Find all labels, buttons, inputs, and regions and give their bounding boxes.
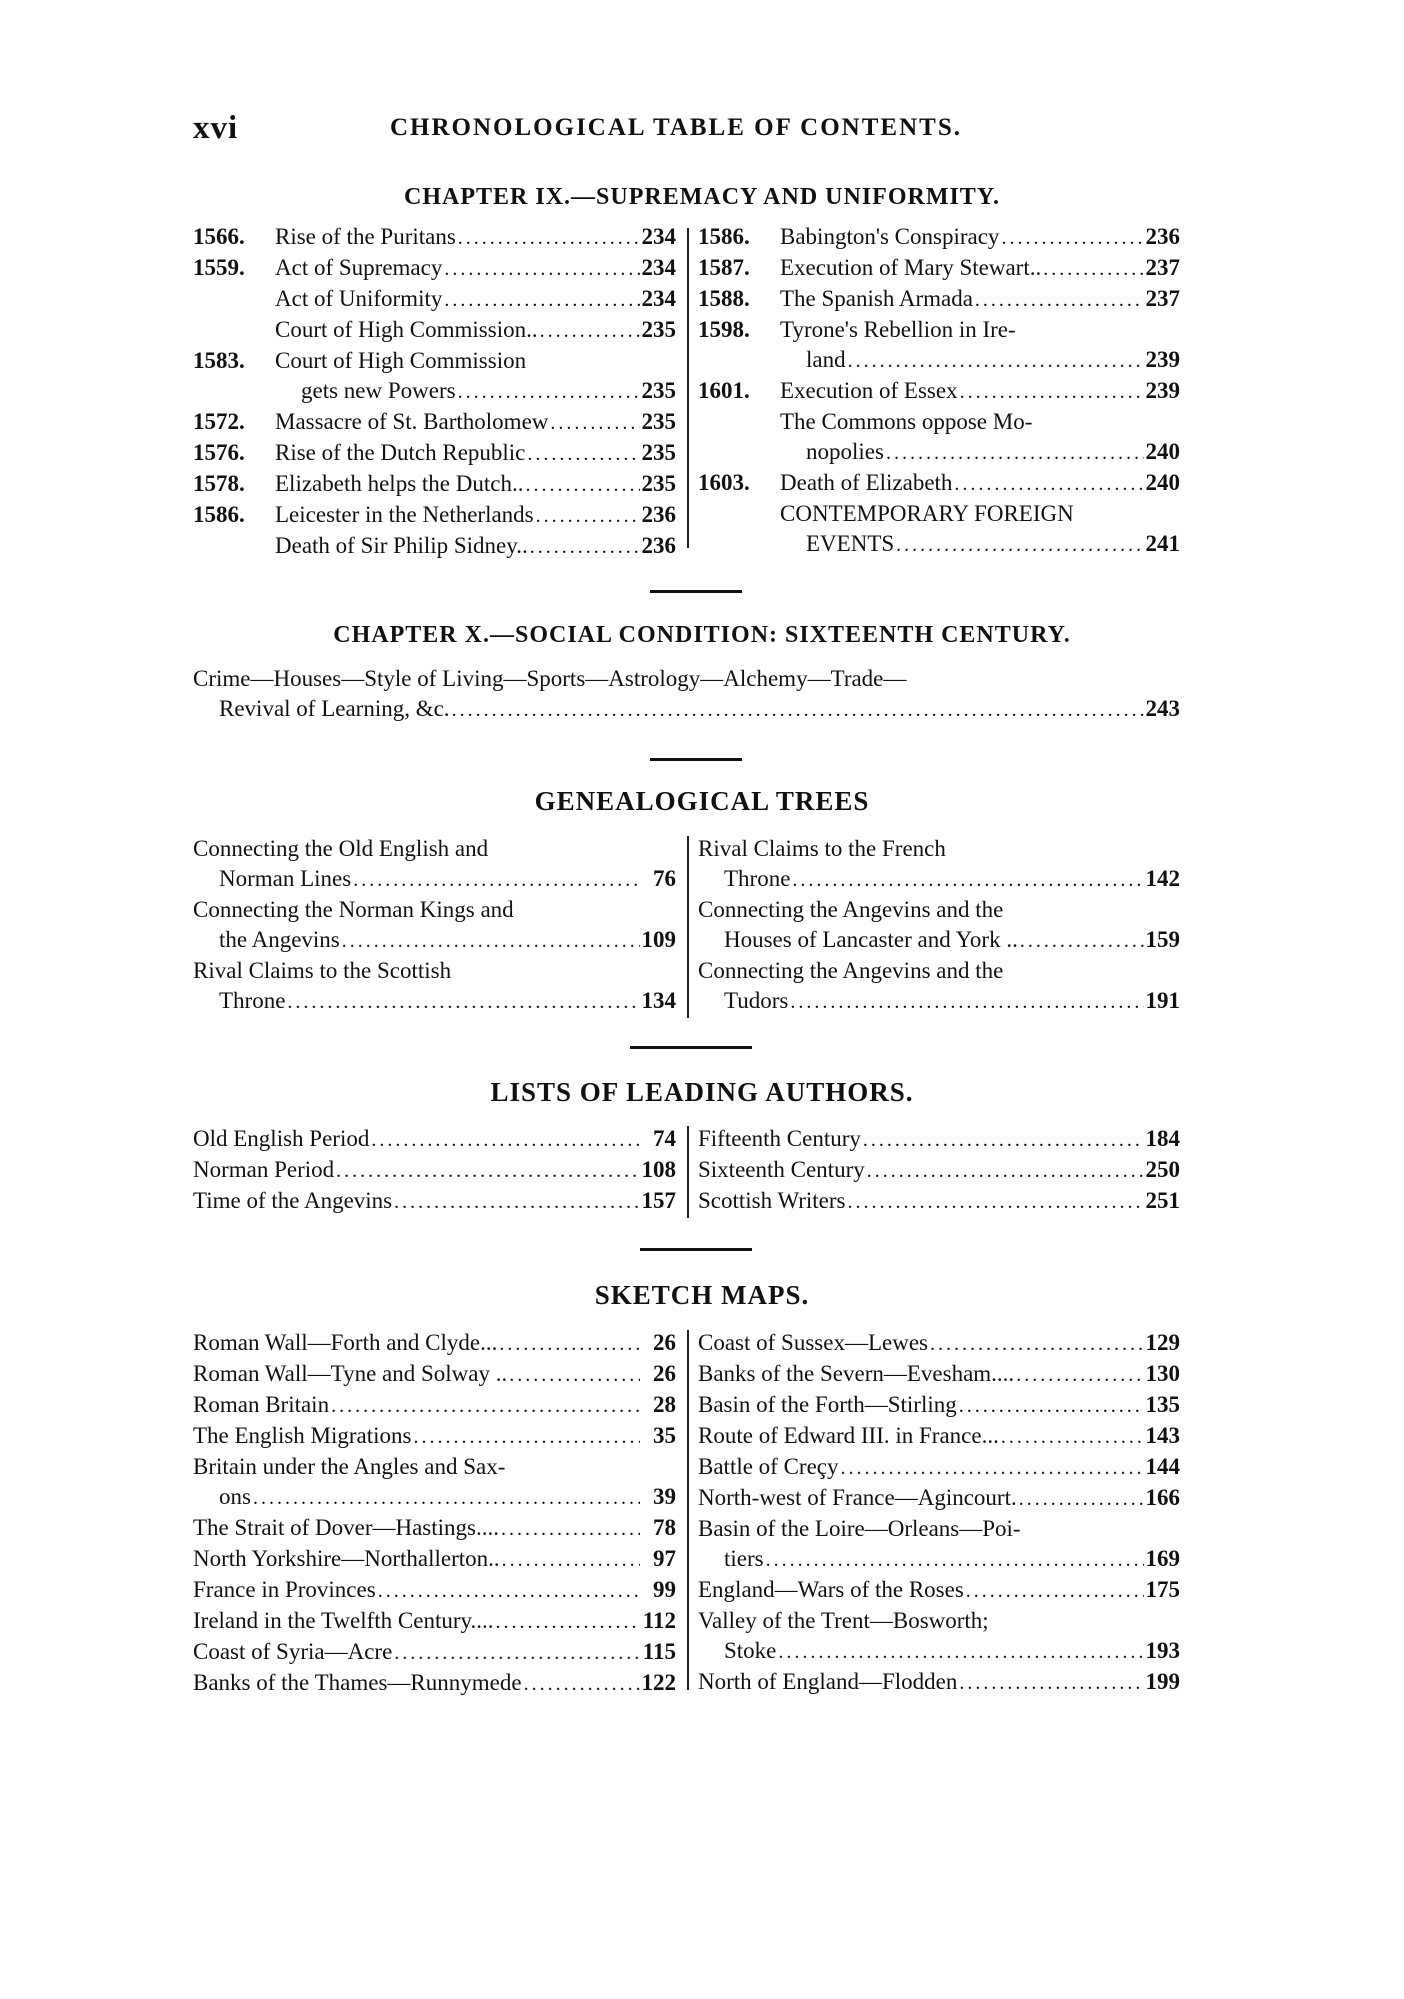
column-divider — [687, 228, 689, 548]
leader-dots — [550, 408, 639, 438]
toc-entry — [193, 925, 676, 956]
entry-year: 1559. — [193, 255, 245, 280]
page-number: 143 — [1145, 1423, 1180, 1448]
page-number: 159 — [1145, 927, 1180, 952]
entry-year: 1586. — [698, 224, 750, 249]
leader-dots — [930, 1329, 1144, 1359]
entry-text: Execution of Essex — [780, 378, 958, 403]
entry-text: Sixteenth Century — [698, 1157, 865, 1182]
sketch-maps-title: SKETCH MAPS. — [594, 1280, 810, 1310]
toc-entry — [698, 1606, 1180, 1636]
entry-text: Leicester in the Netherlands — [275, 502, 534, 527]
entry-year: 1603. — [698, 470, 750, 495]
page-number: 169 — [1145, 1546, 1180, 1571]
toc-entry — [698, 376, 1180, 407]
chapter-9-left-column — [193, 222, 676, 562]
toc-entry — [698, 315, 1180, 345]
page-number: 237 — [1145, 255, 1180, 280]
entry-text: The Commons oppose Mo- — [780, 409, 1033, 434]
toc-entry — [193, 1390, 676, 1421]
entry-year: 1601. — [698, 378, 750, 403]
leader-dots — [444, 285, 639, 315]
leader-dots — [1019, 1484, 1144, 1514]
page-number: 235 — [641, 409, 676, 434]
page-number: 237 — [1145, 286, 1180, 311]
column-divider — [687, 1126, 689, 1218]
toc-entry — [193, 407, 676, 438]
genealogical-left-column — [193, 834, 676, 1017]
toc-entry — [698, 1328, 1180, 1359]
running-title: CHRONOLOGICAL TABLE OF CONTENTS. — [390, 114, 962, 141]
leader-dots — [413, 1422, 640, 1452]
toc-entry — [193, 1155, 676, 1186]
entry-text: Scottish Writers — [698, 1188, 846, 1213]
toc-entry — [193, 1482, 676, 1513]
entry-text: Ireland in the Twelfth Century.... — [193, 1608, 494, 1633]
leader-dots — [790, 987, 1143, 1017]
page-number: 28 — [653, 1392, 676, 1417]
leader-dots — [960, 377, 1144, 407]
leader-dots — [253, 1483, 640, 1513]
page-number: 35 — [653, 1423, 676, 1448]
toc-entry — [698, 1636, 1180, 1667]
entry-text: Elizabeth helps the Dutch.. — [275, 471, 524, 496]
entry-text: CONTEMPORARY FOREIGN — [780, 501, 1074, 526]
page-number: 234 — [641, 255, 676, 280]
page-number: 135 — [1145, 1392, 1180, 1417]
column-divider — [687, 1330, 689, 1690]
page-number: 74 — [653, 1126, 676, 1151]
toc-entry — [698, 529, 1180, 560]
section-rule — [650, 758, 742, 761]
leader-dots — [378, 1576, 640, 1606]
toc-entry — [698, 468, 1180, 499]
page-number: 134 — [641, 988, 676, 1013]
entry-text: Rival Claims to the French — [698, 836, 946, 861]
entry-text: land — [806, 347, 846, 372]
page-number: 243 — [1145, 696, 1180, 721]
page-number: 234 — [641, 224, 676, 249]
leader-dots — [502, 1545, 640, 1575]
toc-entry — [698, 834, 1180, 864]
entry-text: Route of Edward III. in France... — [698, 1423, 999, 1448]
entry-year: 1572. — [193, 409, 245, 434]
toc-entry — [698, 284, 1180, 315]
page-number: 191 — [1145, 988, 1180, 1013]
leader-dots — [458, 223, 640, 253]
entry-text: Tudors — [724, 988, 789, 1013]
entry-text: Connecting the Old English and — [193, 836, 489, 861]
toc-entry — [698, 1390, 1180, 1421]
leader-dots — [536, 501, 640, 531]
toc-entry — [193, 469, 676, 500]
page-number: 236 — [1145, 224, 1180, 249]
entry-text: The Spanish Armada — [780, 286, 973, 311]
page-number: 235 — [641, 317, 676, 342]
toc-entry — [193, 1513, 676, 1544]
entry-text: The English Migrations — [193, 1423, 412, 1448]
toc-entry — [193, 1452, 676, 1482]
leader-dots — [1020, 926, 1144, 956]
leader-dots — [1001, 1422, 1144, 1452]
entry-text: Norman Period — [193, 1157, 335, 1182]
toc-entry — [698, 407, 1180, 437]
entry-text: Court of High Commission.. — [275, 317, 538, 342]
entry-text: tiers — [724, 1546, 764, 1571]
toc-entry — [193, 834, 676, 864]
genealogical-right-column — [698, 834, 1180, 1017]
toc-entry — [698, 499, 1180, 529]
entry-text: Roman Britain — [193, 1392, 330, 1417]
toc-entry — [698, 895, 1180, 925]
page-number: 184 — [1145, 1126, 1180, 1151]
page-folio: xvi — [193, 110, 239, 146]
toc-entry — [193, 376, 676, 407]
entry-text: Connecting the Angevins and the — [698, 897, 1004, 922]
entry-text: Connecting the Norman Kings and — [193, 897, 514, 922]
toc-entry — [698, 1452, 1180, 1483]
leader-dots — [444, 254, 639, 284]
page-number: 157 — [641, 1188, 676, 1213]
entry-year: 1587. — [698, 255, 750, 280]
entry-text: Rival Claims to the Scottish — [193, 958, 452, 983]
page-number: 235 — [641, 378, 676, 403]
entry-year: 1576. — [193, 440, 245, 465]
maps-left-column — [193, 1328, 676, 1699]
toc-entry — [193, 895, 676, 925]
leader-dots — [394, 1187, 639, 1217]
column-divider — [687, 836, 689, 1018]
entry-text: Rise of the Puritans — [275, 224, 456, 249]
toc-entry — [193, 1544, 676, 1575]
page-number: 76 — [653, 866, 676, 891]
toc-entry — [193, 253, 676, 284]
toc-entry — [698, 437, 1180, 468]
chapter-10-title: CHAPTER X.—SOCIAL CONDITION: SIXTEENTH CENTURY. — [333, 622, 1071, 648]
leader-dots — [848, 1187, 1144, 1217]
page-number: 99 — [653, 1577, 676, 1602]
leader-dots — [1001, 223, 1143, 253]
leader-dots — [530, 532, 640, 562]
chapter-10-entry — [193, 664, 1180, 725]
page-number: 166 — [1145, 1485, 1180, 1510]
toc-entry — [698, 1124, 1180, 1155]
toc-entry — [698, 1359, 1180, 1390]
page-number: 115 — [642, 1639, 676, 1664]
chapter-10-topics-end: Revival of Learning, &c. — [219, 696, 450, 721]
toc-entry — [193, 1421, 676, 1452]
toc-entry — [193, 1606, 676, 1637]
entry-text: Court of High Commission — [275, 348, 527, 373]
toc-entry — [193, 1668, 676, 1699]
entry-text: Act of Supremacy — [275, 255, 443, 280]
leader-dots — [540, 316, 640, 346]
entry-text: North of England—Flodden — [698, 1669, 958, 1694]
chapter-10-topics-continuation — [193, 694, 1180, 725]
toc-entry — [193, 956, 676, 986]
entry-year: 1583. — [193, 348, 245, 373]
toc-entry — [698, 1667, 1180, 1698]
leader-dots — [353, 865, 640, 895]
page-number: 144 — [1145, 1454, 1180, 1479]
leading-authors-title: LISTS OF LEADING AUTHORS. — [490, 1077, 914, 1107]
toc-entry — [193, 864, 676, 895]
leader-dots — [792, 865, 1143, 895]
toc-entry — [193, 315, 676, 346]
entry-text: North Yorkshire—Northallerton.. — [193, 1546, 500, 1571]
entry-text: Death of Sir Philip Sidney.. — [275, 533, 528, 558]
page-number: 239 — [1145, 378, 1180, 403]
leader-dots — [766, 1545, 1144, 1575]
page-number: 175 — [1145, 1577, 1180, 1602]
page-number: 78 — [653, 1515, 676, 1540]
entry-text: Act of Uniformity — [275, 286, 443, 311]
entry-text: Houses of Lancaster and York .. — [724, 927, 1018, 952]
leader-dots — [394, 1638, 640, 1668]
toc-entry — [698, 956, 1180, 986]
page-number: 193 — [1145, 1638, 1180, 1663]
page-number: 130 — [1145, 1361, 1180, 1386]
entry-text: Banks of the Thames—Runnymede — [193, 1670, 522, 1695]
toc-entry — [193, 1186, 676, 1217]
leader-dots — [954, 469, 1143, 499]
toc-entry — [193, 1575, 676, 1606]
leader-dots — [975, 285, 1144, 315]
leader-dots — [371, 1125, 640, 1155]
entry-text: EVENTS — [806, 531, 895, 556]
entry-text: Stoke — [724, 1638, 777, 1663]
leader-dots — [867, 1156, 1144, 1186]
toc-entry — [698, 1483, 1180, 1514]
entry-text: Babington's Conspiracy — [780, 224, 1000, 249]
leader-dots — [342, 926, 640, 956]
entry-text: Basin of the Forth—Stirling — [698, 1392, 957, 1417]
leader-dots — [287, 987, 639, 1017]
page-number: 250 — [1145, 1157, 1180, 1182]
leader-dots — [848, 346, 1144, 376]
entry-year: 1598. — [698, 317, 750, 342]
toc-entry — [698, 253, 1180, 284]
entry-text: Massacre of St. Bartholomew — [275, 409, 549, 434]
toc-entry — [698, 222, 1180, 253]
entry-text: Coast of Syria—Acre — [193, 1639, 393, 1664]
page-number: 236 — [641, 502, 676, 527]
maps-right-column — [698, 1328, 1180, 1698]
leader-dots — [778, 1637, 1143, 1667]
entry-text: Basin of the Loire—Orleans—Poi- — [698, 1516, 1021, 1541]
toc-entry — [698, 1544, 1180, 1575]
toc-entry — [193, 222, 676, 253]
page-number: 129 — [1145, 1330, 1180, 1355]
entry-text: Valley of the Trent—Bosworth; — [698, 1608, 989, 1633]
toc-entry — [193, 1637, 676, 1668]
entry-text: Old English Period — [193, 1126, 370, 1151]
page-number: 39 — [653, 1484, 676, 1509]
section-rule — [640, 1248, 752, 1251]
entry-text: gets new Powers — [301, 378, 456, 403]
toc-entry — [193, 1124, 676, 1155]
authors-right-column — [698, 1124, 1180, 1217]
leader-dots — [331, 1391, 640, 1421]
genealogical-trees-title: GENEALOGICAL TREES — [534, 786, 870, 816]
leader-dots — [509, 1360, 640, 1390]
entry-text: The Strait of Dover—Hastings.... — [193, 1515, 499, 1540]
page-number: 26 — [653, 1361, 676, 1386]
entry-text: Fifteenth Century — [698, 1126, 861, 1151]
entry-text: Roman Wall—Tyne and Solway .. — [193, 1361, 508, 1386]
entry-text: Execution of Mary Stewart.. — [780, 255, 1042, 280]
entry-year: 1586. — [193, 502, 245, 527]
entry-year: 1578. — [193, 471, 245, 496]
entry-text: Connecting the Angevins and the — [698, 958, 1004, 983]
toc-entry — [698, 1186, 1180, 1217]
page-number: 234 — [641, 286, 676, 311]
toc-entry — [698, 1575, 1180, 1606]
page-number: 142 — [1145, 866, 1180, 891]
leader-dots — [527, 439, 639, 469]
entry-text: Banks of the Severn—Evesham.... — [698, 1361, 1015, 1386]
entry-text: Roman Wall—Forth and Clyde... — [193, 1330, 498, 1355]
entry-text: France in Provinces — [193, 1577, 376, 1602]
leader-dots — [886, 438, 1144, 468]
leader-dots — [336, 1156, 639, 1186]
leader-dots — [452, 695, 1144, 725]
toc-entry — [698, 864, 1180, 895]
toc-entry — [193, 1328, 676, 1359]
leader-dots — [966, 1576, 1144, 1606]
leader-dots — [1043, 254, 1143, 284]
toc-entry — [193, 986, 676, 1017]
leader-dots — [524, 1669, 640, 1699]
entry-text: Battle of Creçy — [698, 1454, 839, 1479]
page-number: 112 — [642, 1608, 676, 1633]
chapter-9-right-column — [698, 222, 1180, 560]
leader-dots — [499, 1329, 640, 1359]
leader-dots — [501, 1514, 640, 1544]
entry-text: Britain under the Angles and Sax- — [193, 1454, 506, 1479]
toc-entry — [698, 1155, 1180, 1186]
entry-text: the Angevins — [219, 927, 340, 952]
entry-text: North-west of France—Agincourt. — [698, 1485, 1017, 1510]
leader-dots — [1016, 1360, 1143, 1390]
page-number: 236 — [641, 533, 676, 558]
page-number: 251 — [1145, 1188, 1180, 1213]
toc-entry — [698, 1421, 1180, 1452]
leader-dots — [896, 530, 1143, 560]
toc-entry — [193, 284, 676, 315]
entry-text: England—Wars of the Roses — [698, 1577, 964, 1602]
page-number: 239 — [1145, 347, 1180, 372]
chapter-9-title: CHAPTER IX.—SUPREMACY AND UNIFORMITY. — [404, 184, 1000, 210]
entry-text: Throne — [219, 988, 286, 1013]
page-number: 241 — [1145, 531, 1180, 556]
page-number: 26 — [653, 1330, 676, 1355]
entry-text: Rise of the Dutch Republic — [275, 440, 526, 465]
entry-year: 1566. — [193, 224, 245, 249]
toc-entry — [193, 438, 676, 469]
entry-text: Tyrone's Rebellion in Ire- — [780, 317, 1016, 342]
entry-text: Coast of Sussex—Lewes — [698, 1330, 928, 1355]
page-number: 108 — [641, 1157, 676, 1182]
leader-dots — [458, 377, 640, 407]
page-number: 97 — [653, 1546, 676, 1571]
toc-entry — [193, 500, 676, 531]
leader-dots — [841, 1453, 1144, 1483]
authors-left-column — [193, 1124, 676, 1217]
toc-entry — [698, 345, 1180, 376]
page-number: 235 — [641, 471, 676, 496]
page-number: 240 — [1145, 470, 1180, 495]
leader-dots — [959, 1391, 1144, 1421]
entry-text: Norman Lines — [219, 866, 352, 891]
entry-text: Time of the Angevins — [193, 1188, 393, 1213]
entry-text: Death of Elizabeth — [780, 470, 953, 495]
page-number: 109 — [641, 927, 676, 952]
page-number: 235 — [641, 440, 676, 465]
entry-text: Throne — [724, 866, 791, 891]
chapter-10-topics-line: Crime—Houses—Style of Living—Sports—Astrology—Alchemy—Trade— — [193, 666, 907, 691]
leader-dots — [525, 470, 639, 500]
leader-dots — [959, 1668, 1143, 1698]
toc-entry — [698, 1514, 1180, 1544]
section-rule — [650, 590, 742, 593]
leader-dots — [496, 1607, 640, 1637]
toc-entry — [698, 986, 1180, 1017]
entry-text: ons — [219, 1484, 251, 1509]
toc-entry — [193, 1359, 676, 1390]
toc-entry — [698, 925, 1180, 956]
entry-year: 1588. — [698, 286, 750, 311]
toc-entry — [193, 346, 676, 376]
leader-dots — [863, 1125, 1144, 1155]
section-rule — [630, 1046, 752, 1049]
page-number: 199 — [1145, 1669, 1180, 1694]
page-number: 240 — [1145, 439, 1180, 464]
toc-entry — [193, 531, 676, 562]
entry-text: nopolies — [806, 439, 884, 464]
page-number: 122 — [641, 1670, 676, 1695]
